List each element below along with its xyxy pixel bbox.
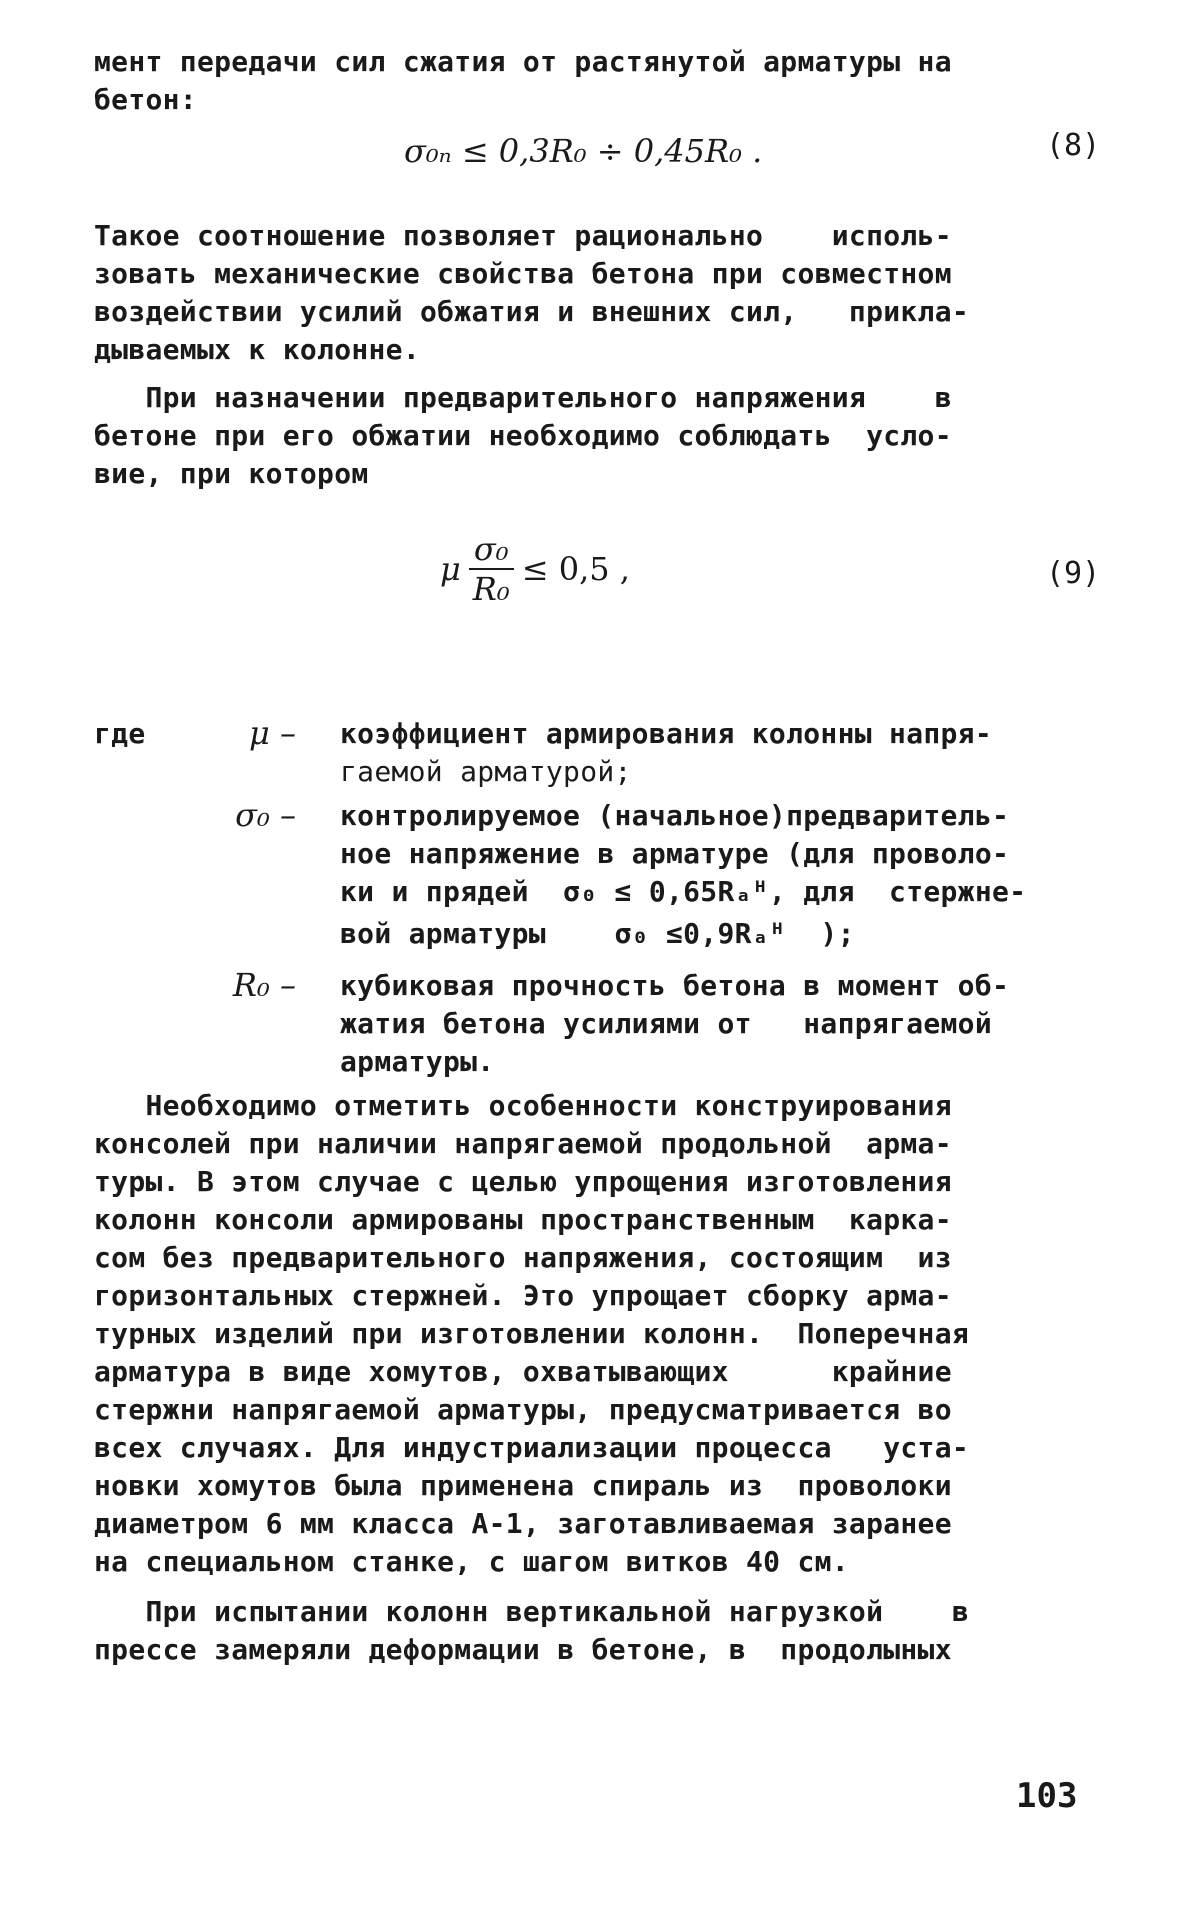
text-line: диаметром 6 мм класса А-1, заготавливаемая заранее: [94, 1507, 952, 1540]
where-text: кубиковая прочность бетона в момент об-: [340, 969, 1010, 1002]
where-symbol-r: R₀ –: [232, 966, 296, 1004]
text-line: бетон:: [94, 83, 197, 116]
text-line: консолей при наличии напрягаемой продольной арма-: [94, 1127, 952, 1160]
formula-8: σ₀ₙ ≤ 0,3R₀ ÷ 0,45R₀ .: [404, 132, 763, 170]
fraction-denominator: R₀: [472, 570, 510, 608]
fraction-numerator: σ₀: [469, 530, 514, 570]
text-line: новки хомутов была применена спираль из проволоки: [94, 1469, 952, 1502]
text-line: на специальном станке, с шагом витков 40 см.: [94, 1545, 849, 1578]
text-line: Такое соотношение позволяет рационально исполь-: [94, 219, 952, 252]
where-text: гаемой арматурой;: [340, 755, 632, 788]
where-text: ное напряжение в арматуре (для проволо-: [340, 837, 1010, 870]
text-line: вие, при котором: [94, 457, 369, 490]
equation-number-9: (9): [1046, 556, 1101, 591]
fraction: [469, 530, 514, 608]
text-line: Необходимо отметить особенности конструирования: [94, 1089, 952, 1122]
text-line: бетоне при его обжатии необходимо соблюдать усло-: [94, 419, 952, 452]
text-line: колонн консоли армированы пространственным карка-: [94, 1203, 952, 1236]
where-symbol-sigma: σ₀ –: [235, 796, 296, 834]
where-text: коэффициент армирования колонны напря-: [340, 717, 992, 750]
text-line: сом без предварительного напряжения, состоящим из: [94, 1241, 952, 1274]
formula-rest: ≤ 0,5 ,: [521, 550, 630, 588]
text-line: мент передачи сил сжатия от растянутой арматуры на: [94, 45, 952, 78]
text-line: всех случаях. Для индустриализации процесса уста-: [94, 1431, 970, 1464]
where-text: контролируемое (начальное)предваритель-: [340, 799, 1010, 832]
mu-symbol: μ: [440, 550, 461, 588]
where-word: где: [94, 717, 146, 750]
equation-number-8: (8): [1046, 128, 1101, 163]
where-text: арматуры.: [340, 1045, 495, 1078]
page-number: 103: [1016, 1776, 1078, 1816]
text-line: воздействии усилий обжатия и внешних сил, прикла-: [94, 295, 970, 328]
where-text: вой арматуры σ₀ ≤0,9Rₐᴴ );: [340, 917, 855, 950]
text-line: При назначении предварительного напряжения в: [94, 381, 952, 414]
text-line: зовать механические свойства бетона при совместном: [94, 257, 952, 290]
where-text: жатия бетона усилиями от напрягаемой: [340, 1007, 992, 1040]
where-text: ки и прядей σ₀ ≤ 0,65Rₐᴴ, для стержне-: [340, 875, 1027, 908]
text-line: дываемых к колонне.: [94, 333, 420, 366]
text-line: арматура в виде хомутов, охватывающих крайние: [94, 1355, 952, 1388]
formula-9: [440, 530, 630, 608]
text-line: туры. В этом случае с целью упрощения изготовления: [94, 1165, 952, 1198]
text-line: прессе замеряли деформации в бетоне, в продолыных: [94, 1633, 952, 1666]
text-line: турных изделий при изготовлении колонн. Поперечная: [94, 1317, 970, 1350]
text-line: При испытании колонн вертикальной нагрузкой в: [94, 1595, 970, 1628]
where-symbol-mu: μ –: [249, 714, 296, 752]
text-line: стержни напрягаемой арматуры, предусматривается во: [94, 1393, 952, 1426]
text-line: горизонтальных стержней. Это упрощает сборку арма-: [94, 1279, 952, 1312]
